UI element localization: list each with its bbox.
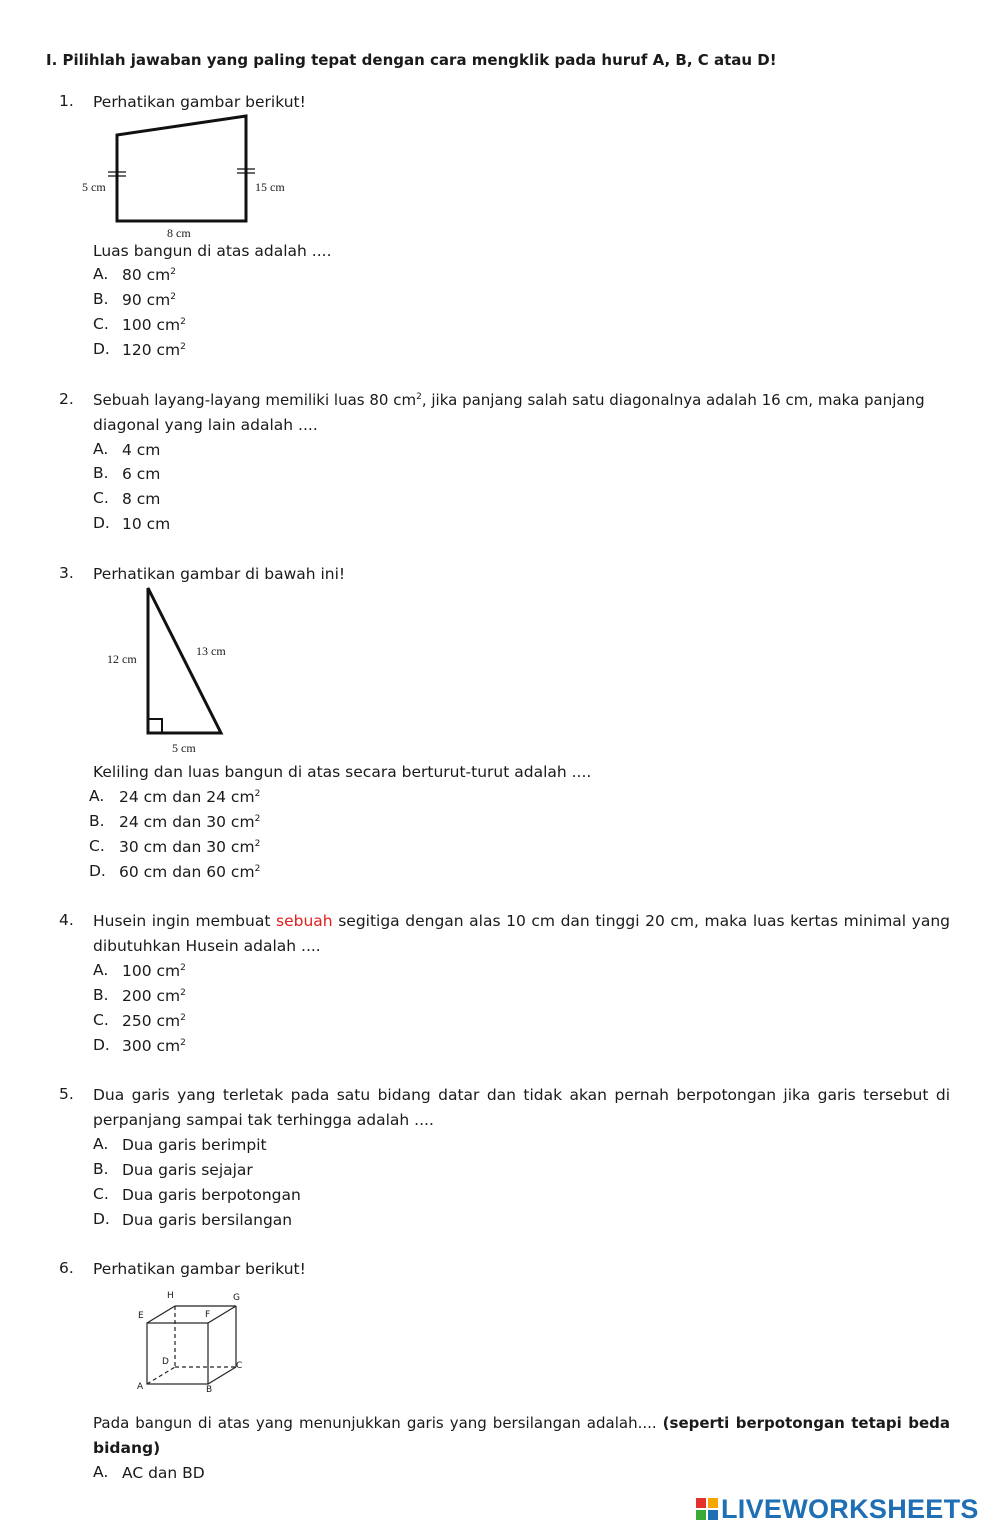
option-value[interactable]: Dua garis berimpit	[122, 1136, 267, 1154]
question-3-prompt: Perhatikan gambar di bawah ini!	[93, 565, 346, 583]
option-value[interactable]: 100 cm	[122, 962, 181, 980]
highlighted-word: sebuah	[276, 912, 333, 930]
option-sup: 2	[254, 864, 261, 874]
option-letter[interactable]: A.	[89, 787, 105, 805]
question-1-number: 1.	[59, 92, 74, 110]
trapezoid-label-right: 15 cm	[255, 180, 285, 194]
option-letter[interactable]: A.	[93, 1463, 109, 1481]
option-letter[interactable]: D.	[89, 862, 106, 880]
option-value[interactable]: 100 cm	[122, 316, 181, 334]
option-value[interactable]: Dua garis berpotongan	[122, 1186, 301, 1204]
option-letter[interactable]: A.	[93, 961, 109, 979]
option-letter[interactable]: C.	[93, 315, 109, 333]
option-letter[interactable]: A.	[93, 440, 109, 458]
logo-wordmark: LIVEWORKSHEETS	[721, 1493, 979, 1524]
option-value[interactable]: 200 cm	[122, 987, 181, 1005]
question-3-text: Keliling dan luas bangun di atas secara berturut-turut adalah ....	[93, 763, 592, 781]
option-value[interactable]: 30 cm dan 30 cm	[119, 838, 255, 856]
option-value[interactable]: AC dan BD	[122, 1464, 205, 1482]
question-6-line-2: bidang)	[93, 1439, 161, 1457]
option-value[interactable]: 8 cm	[122, 490, 161, 508]
liveworksheets-logo	[696, 1492, 979, 1526]
option-sup: 2	[180, 963, 186, 973]
question-6-prompt: Perhatikan gambar berikut!	[93, 1260, 306, 1278]
cube-vertex-b: B	[206, 1385, 213, 1395]
option-letter[interactable]: C.	[93, 1011, 109, 1029]
triangle-label-height: 12 cm	[107, 652, 137, 666]
option-sup: 2	[254, 789, 261, 799]
cube-vertex-d: D	[162, 1357, 169, 1367]
option-sup: 2	[180, 317, 186, 327]
option-sup: 2	[254, 814, 261, 824]
option-sup: 2	[180, 342, 186, 352]
option-letter[interactable]: B.	[89, 812, 105, 830]
section-instruction: I. Pilihlah jawaban yang paling tepat dengan cara mengklik pada huruf A, B, C atau D!	[46, 51, 777, 69]
option-value[interactable]: 250 cm	[122, 1012, 181, 1030]
question-2-line-1: Sebuah layang-layang memiliki luas 80 $cm^2$, jika panjang salah satu diagonalnya adalah 16 cm, maka panjang	[93, 391, 925, 409]
option-value[interactable]: 6 cm	[122, 465, 161, 483]
cube-vertex-f: F	[205, 1310, 211, 1320]
option-value[interactable]: 90 cm	[122, 291, 171, 309]
question-4-number: 4.	[59, 911, 74, 929]
option-value[interactable]: 24 cm dan 24 cm	[119, 788, 255, 806]
question-1-prompt: Perhatikan gambar berikut!	[93, 93, 306, 111]
option-sup: 2	[254, 839, 261, 849]
option-letter[interactable]: B.	[93, 986, 109, 1004]
option-letter[interactable]: A.	[93, 1135, 109, 1153]
question-4-line-1: Husein ingin membuat sebuah segitiga dengan alas 10 cm dan tinggi 20 cm, maka luas kertas minimal yang	[93, 912, 951, 930]
option-letter[interactable]: B.	[93, 290, 109, 308]
question-4-line-2: dibutuhkan Husein adalah ....	[93, 937, 321, 955]
trapezoid-label-left: 5 cm	[82, 180, 106, 194]
cube-vertex-c: C	[236, 1361, 243, 1371]
option-value[interactable]: 120 cm	[122, 341, 181, 359]
option-value[interactable]: 24 cm dan 30 cm	[119, 813, 255, 831]
question-6-line-1: Pada bangun di atas yang menunjukkan garis yang bersilangan adalah.... (seperti berpotongan tetapi beda	[93, 1414, 950, 1432]
option-letter[interactable]: D.	[93, 1210, 110, 1228]
triangle-label-hypotenuse: 13 cm	[196, 644, 226, 658]
cube-vertex-g: G	[233, 1293, 240, 1303]
option-letter[interactable]: B.	[93, 464, 109, 482]
question-5-line-1: Dua garis yang terletak pada satu bidang datar dan tidak akan pernah berpotongan jika garis tersebut di	[93, 1086, 950, 1104]
option-value[interactable]: 60 cm dan 60 cm	[119, 863, 255, 881]
option-letter[interactable]: B.	[93, 1160, 109, 1178]
option-value[interactable]: 80 cm	[122, 266, 171, 284]
option-sup: 2	[170, 292, 177, 302]
option-sup: 2	[180, 1013, 186, 1023]
option-sup: 2	[170, 267, 177, 277]
option-letter[interactable]: A.	[93, 265, 109, 283]
cube-vertex-h: H	[167, 1291, 174, 1301]
option-value[interactable]: 4 cm	[122, 441, 161, 459]
option-sup: 2	[180, 988, 186, 998]
option-letter[interactable]: C.	[93, 489, 109, 507]
triangle-label-base: 5 cm	[172, 741, 196, 755]
question-2-number: 2.	[59, 390, 74, 408]
option-value[interactable]: Dua garis bersilangan	[122, 1211, 293, 1229]
option-value[interactable]: 10 cm	[122, 515, 171, 533]
cube-vertex-e: E	[138, 1311, 144, 1321]
option-letter[interactable]: D.	[93, 514, 110, 532]
option-letter[interactable]: D.	[93, 340, 110, 358]
option-letter[interactable]: C.	[89, 837, 105, 855]
trapezoid-label-bottom: 8 cm	[167, 226, 191, 240]
question-5-line-2: perpanjang sampai tak terhingga adalah ....	[93, 1111, 434, 1129]
question-1-text: Luas bangun di atas adalah ....	[93, 242, 332, 260]
question-3-number: 3.	[59, 564, 74, 582]
option-letter[interactable]: D.	[93, 1036, 110, 1054]
question-2-line-2: diagonal yang lain adalah ....	[93, 416, 318, 434]
option-value[interactable]: 300 cm	[122, 1037, 181, 1055]
option-letter[interactable]: C.	[93, 1185, 109, 1203]
question-5-number: 5.	[59, 1085, 74, 1103]
cube-vertex-a: A	[137, 1382, 144, 1392]
question-6-number: 6.	[59, 1259, 74, 1277]
logo-mark-icon	[696, 1498, 718, 1520]
option-sup: 2	[180, 1038, 186, 1048]
option-value[interactable]: Dua garis sejajar	[122, 1161, 253, 1179]
